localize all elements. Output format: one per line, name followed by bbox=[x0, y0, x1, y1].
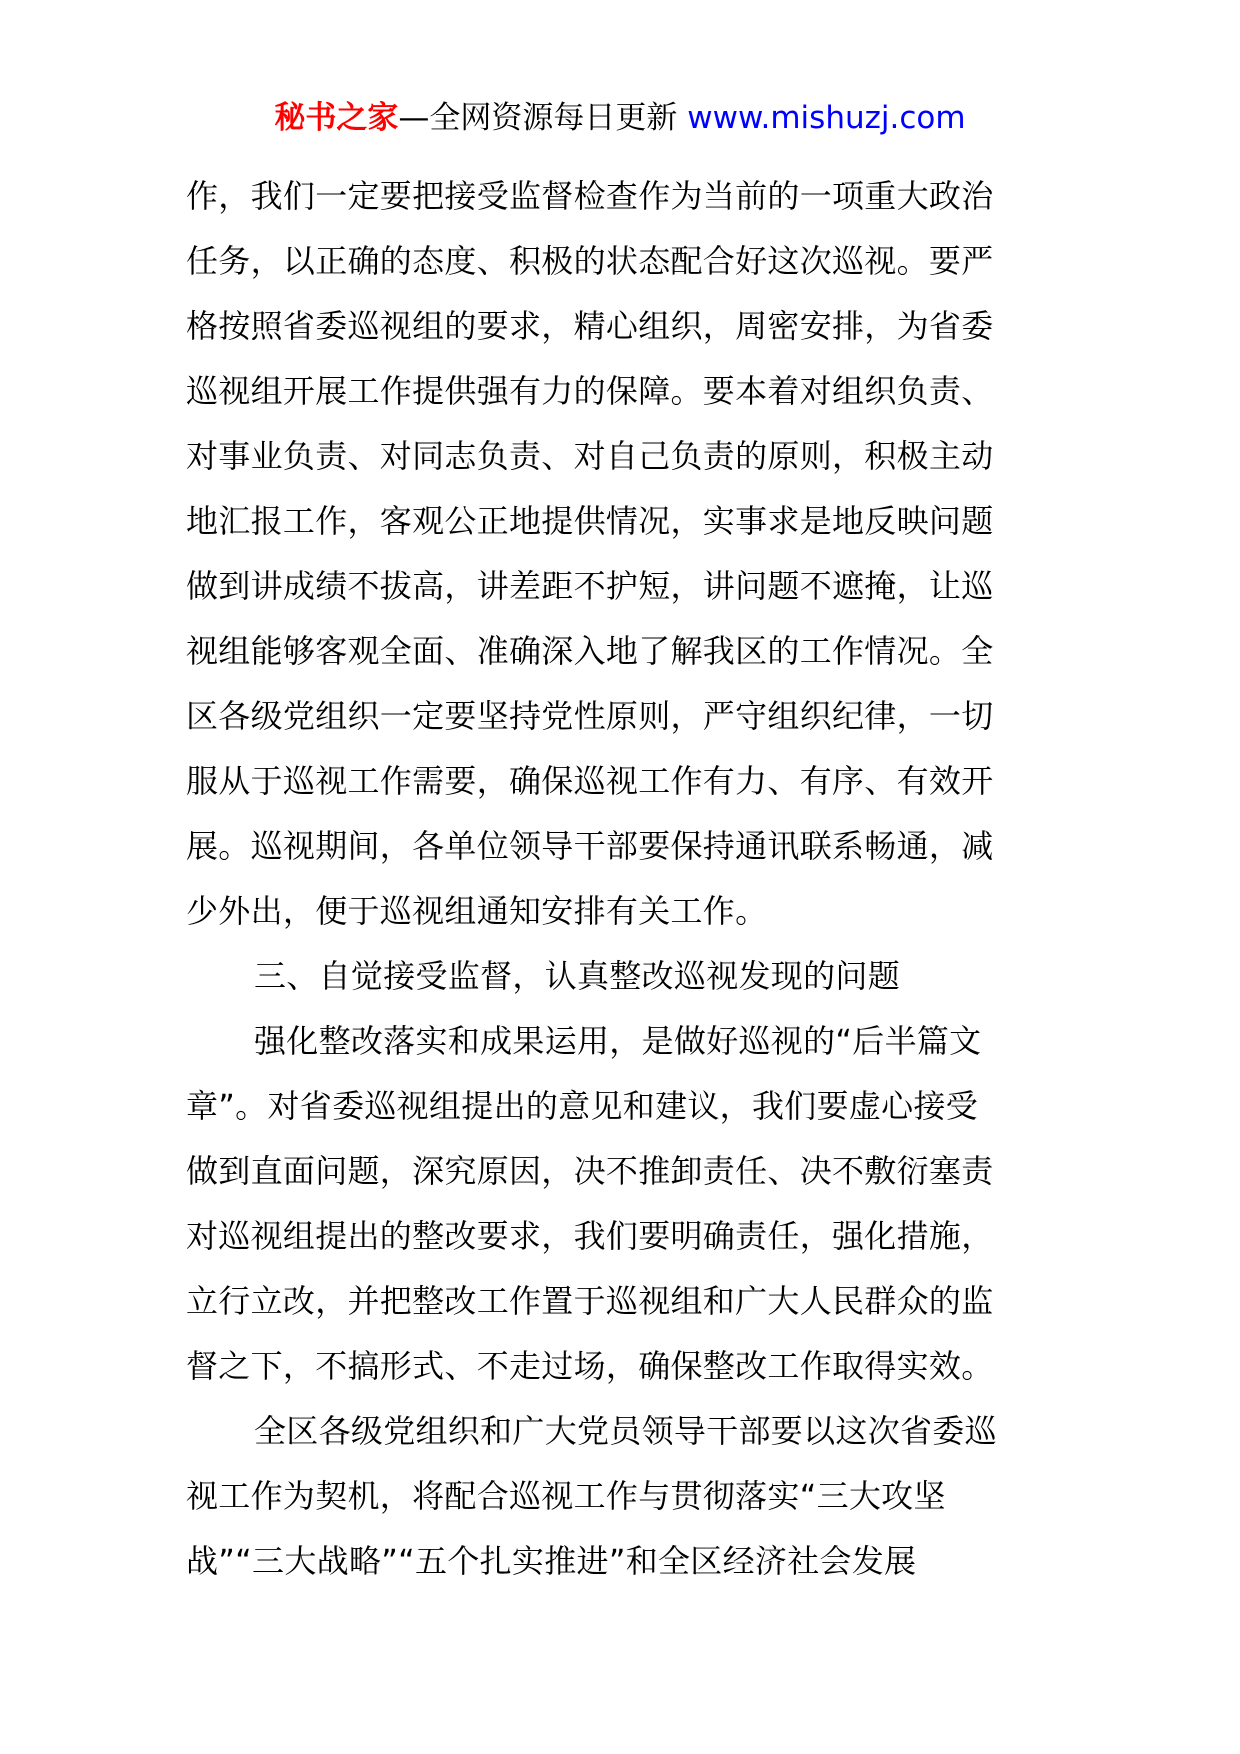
section-heading: 三、自觉接受监督，认真整改巡视发现的问题 bbox=[254, 957, 901, 995]
body-line: 视工作为契机，将配合巡视工作与贯彻落实“三大攻坚 bbox=[186, 1477, 946, 1515]
body-line: 对事业负责、对同志负责、对自己负责的原则，积极主动 bbox=[186, 437, 994, 475]
body-line: 区各级党组织一定要坚持党性原则，严守组织纪律，一切 bbox=[186, 697, 994, 735]
page-header bbox=[0, 98, 1240, 138]
body-line: 格按照省委巡视组的要求，精心组织，周密安排，为省委 bbox=[186, 307, 994, 345]
body-line: 少外出，便于巡视组通知安排有关工作。 bbox=[186, 892, 768, 930]
body-line: 督之下，不搞形式、不走过场，确保整改工作取得实效。 bbox=[186, 1347, 994, 1385]
body-line: 全区各级党组织和广大党员领导干部要以这次省委巡 bbox=[254, 1412, 997, 1450]
body-line: 地汇报工作，客观公正地提供情况，实事求是地反映问题 bbox=[186, 502, 994, 540]
body-line: 展。巡视期间，各单位领导干部要保持通讯联系畅通，减 bbox=[186, 827, 994, 865]
body-line: 视组能够客观全面、准确深入地了解我区的工作情况。全 bbox=[186, 632, 994, 670]
body-line: 章”。对省委巡视组提出的意见和建议，我们要虚心接受 bbox=[186, 1087, 979, 1125]
body-line: 战”“三大战略”“五个扎实推进”和全区经济社会发展 bbox=[186, 1542, 917, 1580]
body-line: 巡视组开展工作提供强有力的保障。要本着对组织负责、 bbox=[186, 372, 994, 410]
header-slogan: —全网资源每日更新 bbox=[398, 100, 688, 136]
body-line: 对巡视组提出的整改要求，我们要明确责任，强化措施， bbox=[186, 1217, 994, 1255]
document-body bbox=[186, 164, 1056, 1594]
body-line: 任务，以正确的态度、积极的状态配合好这次巡视。要严 bbox=[186, 242, 994, 280]
body-line: 服从于巡视工作需要，确保巡视工作有力、有序、有效开 bbox=[186, 762, 994, 800]
header-brand: 秘书之家 bbox=[274, 100, 399, 136]
body-line: 强化整改落实和成果运用，是做好巡视的“后半篇文 bbox=[254, 1022, 982, 1060]
body-line: 立行立改，并把整改工作置于巡视组和广大人民群众的监 bbox=[186, 1282, 994, 1320]
body-line: 做到讲成绩不拔高，讲差距不护短，讲问题不遮掩，让巡 bbox=[186, 567, 994, 605]
header-url[interactable]: www.mishuzj.com bbox=[687, 100, 966, 136]
body-line: 作，我们一定要把接受监督检查作为当前的一项重大政治 bbox=[186, 177, 994, 215]
body-line: 做到直面问题，深究原因，决不推卸责任、决不敷衍塞责 bbox=[186, 1152, 994, 1190]
